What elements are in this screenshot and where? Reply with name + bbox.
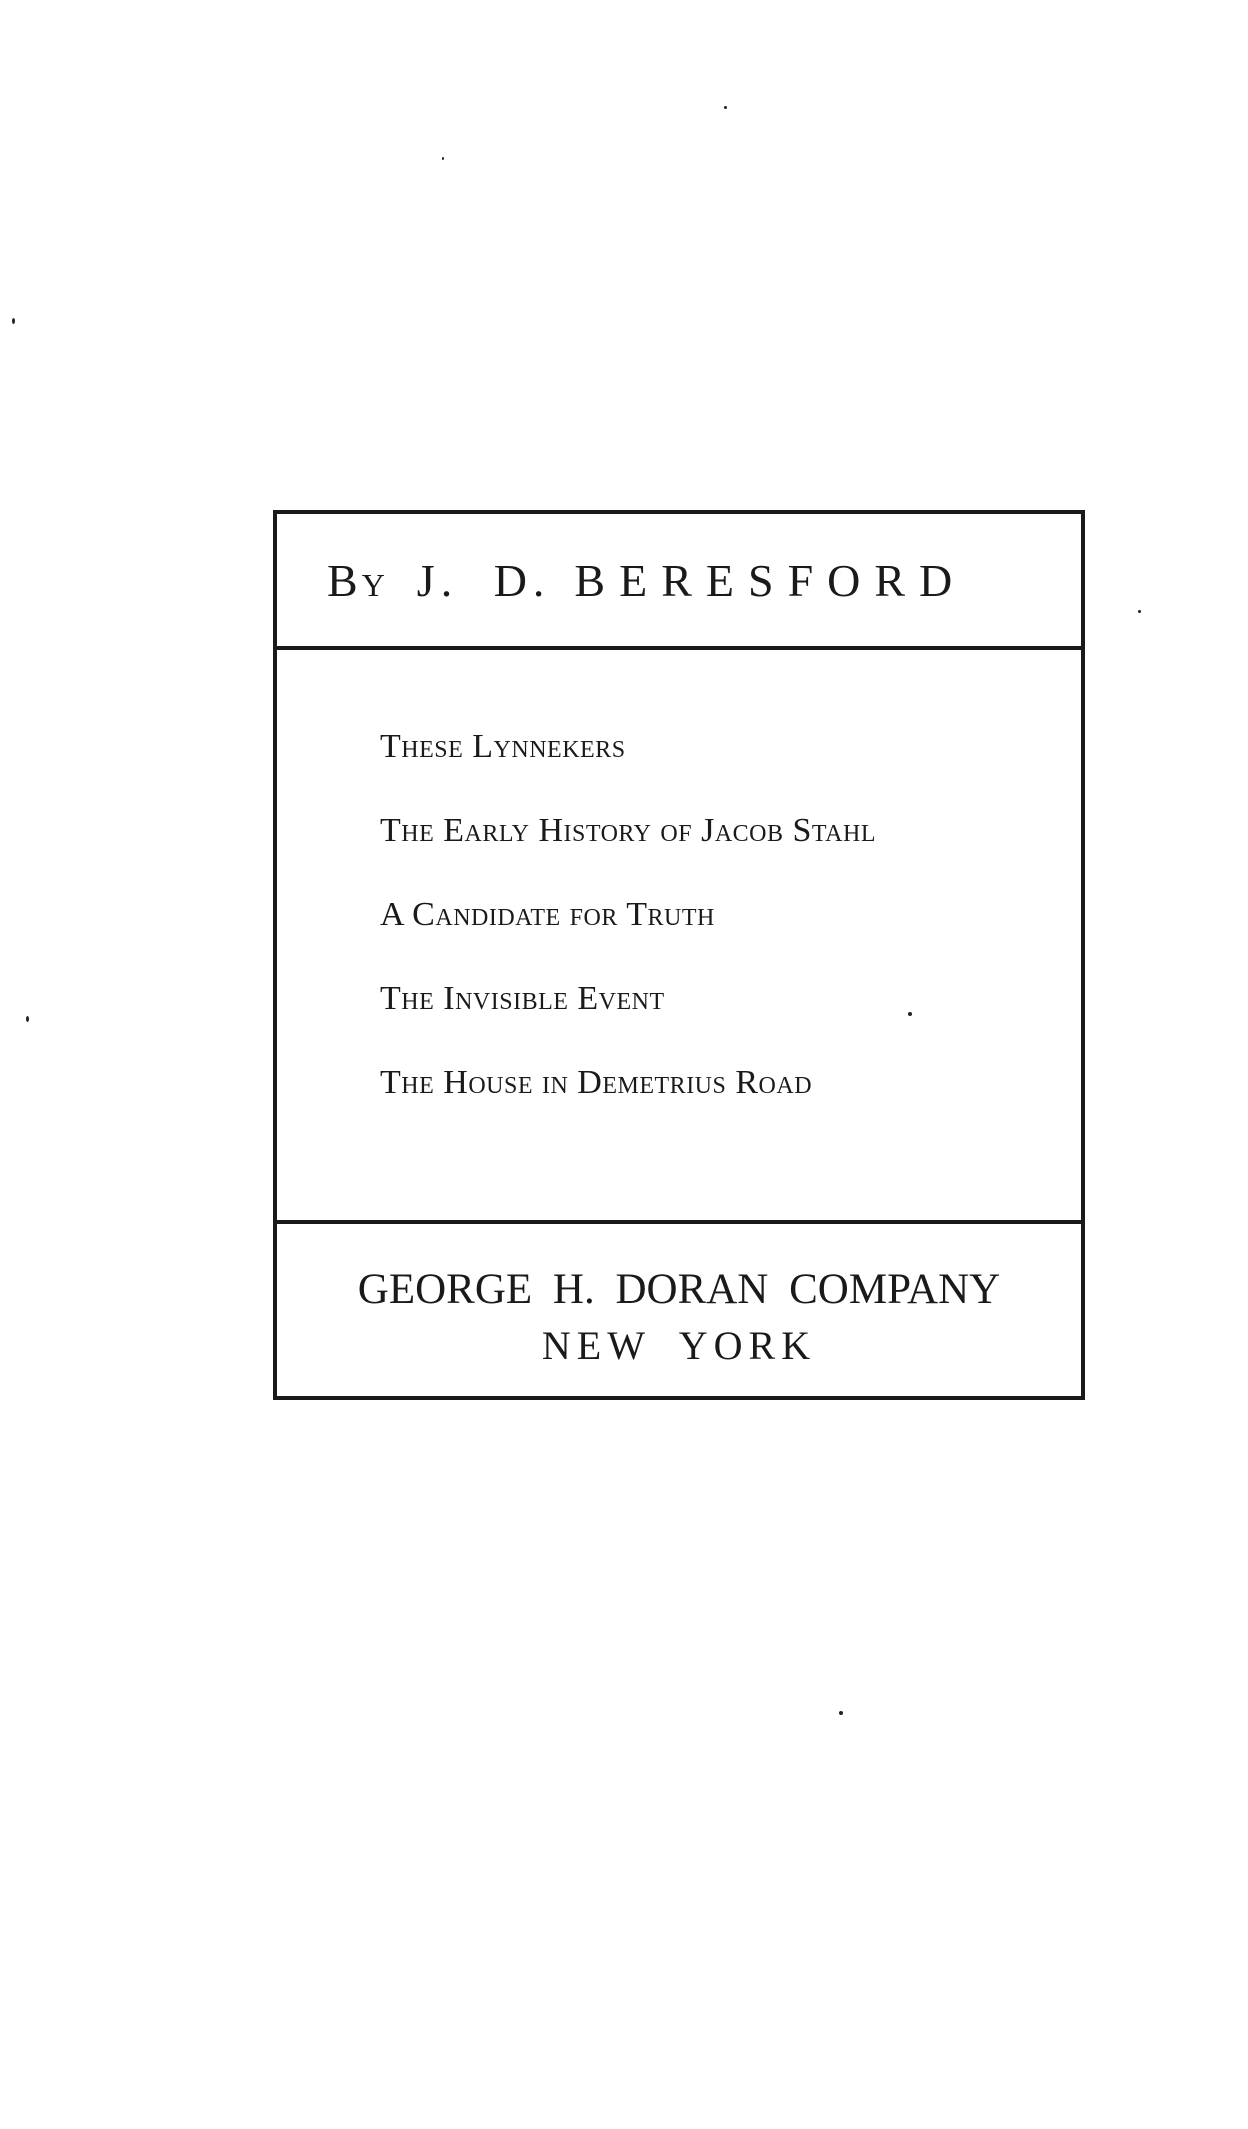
scan-speck — [26, 1016, 29, 1022]
works-list — [380, 730, 876, 1150]
work-title: The House in Demetrius Road — [380, 1064, 813, 1101]
work-title: The Invisible Event — [380, 980, 665, 1017]
work-title: The Early History of Jacob Stahl — [380, 812, 876, 849]
scan-speck — [839, 1711, 843, 1715]
scan-speck — [12, 318, 15, 324]
publisher-name: GEORGE H. DORAN COMPANY — [357, 1266, 1001, 1313]
work-title: A Candidate for Truth — [380, 896, 715, 933]
author-initials: J. D. — [416, 555, 551, 606]
by-initial: B — [327, 555, 362, 606]
publisher-footer — [277, 1220, 1081, 1396]
publisher-city: NEW YORK — [541, 1323, 817, 1368]
scan-speck — [724, 106, 727, 109]
title-frame — [273, 510, 1085, 1400]
author-header — [277, 514, 1081, 650]
by-rest: Y — [361, 567, 385, 603]
author-line — [327, 555, 967, 606]
work-title: These Lynnekers — [380, 728, 626, 765]
author-surname: BERESFORD — [574, 555, 967, 606]
scan-speck — [442, 157, 444, 160]
scan-speck — [1138, 610, 1141, 613]
